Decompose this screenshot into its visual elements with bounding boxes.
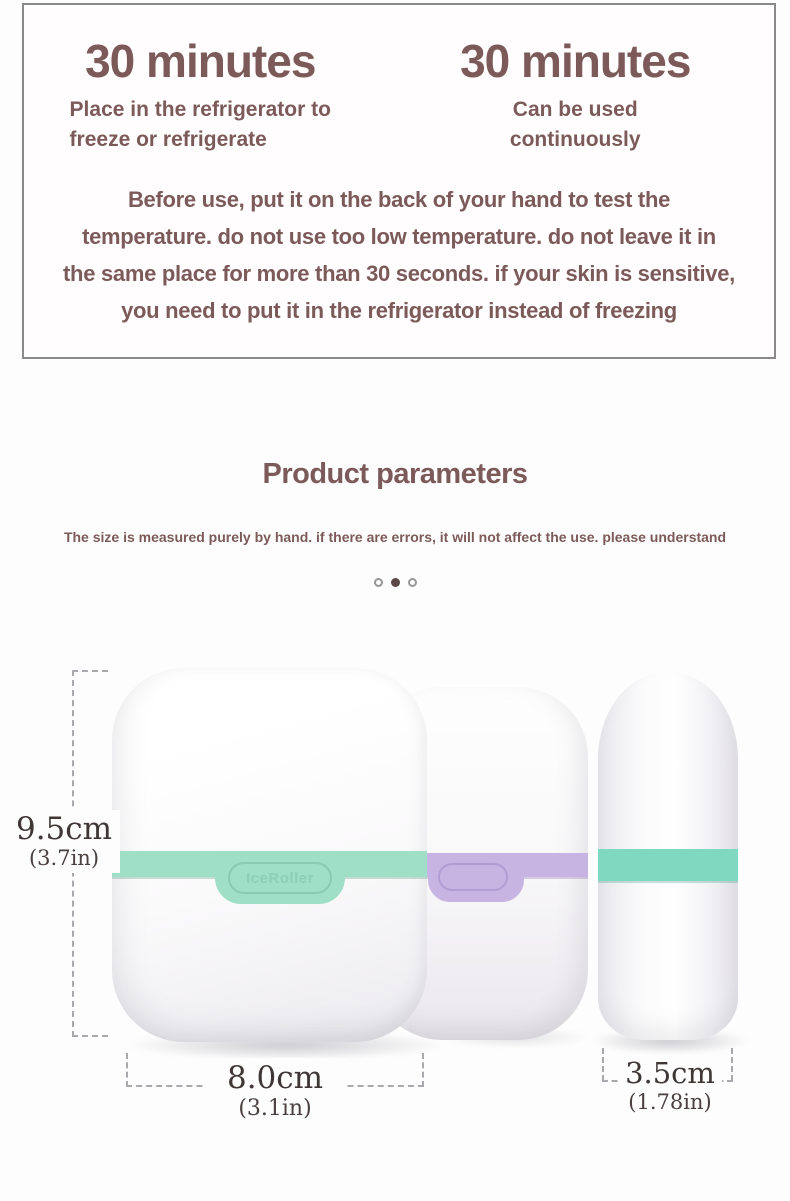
- ice-roller-front-mint: [112, 668, 427, 1042]
- depth-measure-tick-left: [602, 1048, 604, 1081]
- height-measure-tick-top: [72, 670, 108, 672]
- warning-line-4: you need to put it in the refrigerator instead of freezing: [121, 298, 677, 323]
- mint-band-tab: [215, 851, 345, 904]
- width-measure-tick-right: [422, 1053, 424, 1087]
- depth-measure-tick-right: [731, 1048, 733, 1081]
- carousel-indicator: [0, 578, 790, 587]
- width-measure-tick-left: [126, 1053, 128, 1087]
- height-measure-tick-bottom: [72, 1035, 108, 1037]
- carousel-dot-1[interactable]: [374, 578, 383, 587]
- carousel-dot-2-active[interactable]: [391, 578, 400, 587]
- depth-value-cm: 3.5cm: [625, 1056, 715, 1090]
- freeze-subtitle-line-2: freeze or refrigerate: [69, 128, 267, 151]
- notice-columns: [24, 5, 774, 155]
- width-value-cm: 8.0cm: [226, 1060, 324, 1096]
- use-subtitle-line-1: Can be used: [512, 98, 638, 121]
- section-title: Product parameters: [262, 458, 528, 490]
- ice-roller-side-view: [598, 673, 738, 1040]
- notice-column-freeze: [24, 35, 377, 155]
- height-measurement-label: [8, 810, 120, 873]
- freeze-subtitle-line-1: Place in the refrigerator to: [69, 98, 331, 121]
- use-duration-subtitle: [510, 95, 641, 155]
- freeze-duration-subtitle: [70, 95, 331, 155]
- usage-warning-paragraph: [24, 181, 774, 329]
- warning-line-2: temperature. do not use too low temperature. do not leave it in: [82, 224, 716, 249]
- width-value-inch: (3.1in): [238, 1096, 312, 1121]
- warning-line-3: the same place for more than 30 seconds. if your skin is sensitive,: [63, 261, 735, 286]
- usage-notice-box: [22, 3, 776, 359]
- size-disclaimer: The size is measured purely by hand. if there are errors, it will not affect the use. please understand: [63, 529, 727, 545]
- product-photo-scene: [0, 640, 790, 1201]
- carousel-dot-3[interactable]: [408, 578, 417, 587]
- freeze-duration-title: 30 minutes: [85, 35, 316, 87]
- embossed-logo-back: [438, 863, 508, 891]
- embossed-logo-front: IceRoller: [228, 862, 332, 894]
- width-measurement-label: [203, 1058, 347, 1124]
- use-duration-title: 30 minutes: [460, 35, 691, 87]
- teal-band: [598, 849, 738, 881]
- depth-value-inch: (1.78in): [628, 1090, 712, 1114]
- height-value-inch: (3.7in): [28, 846, 100, 870]
- depth-measurement-label: [618, 1054, 722, 1117]
- warning-line-1: Before use, put it on the back of your hand to test the: [127, 187, 671, 212]
- purple-band-tab: [428, 853, 524, 902]
- height-value-cm: 9.5cm: [15, 811, 113, 847]
- notice-column-use: [377, 35, 775, 155]
- use-subtitle-line-2: continuously: [509, 128, 641, 151]
